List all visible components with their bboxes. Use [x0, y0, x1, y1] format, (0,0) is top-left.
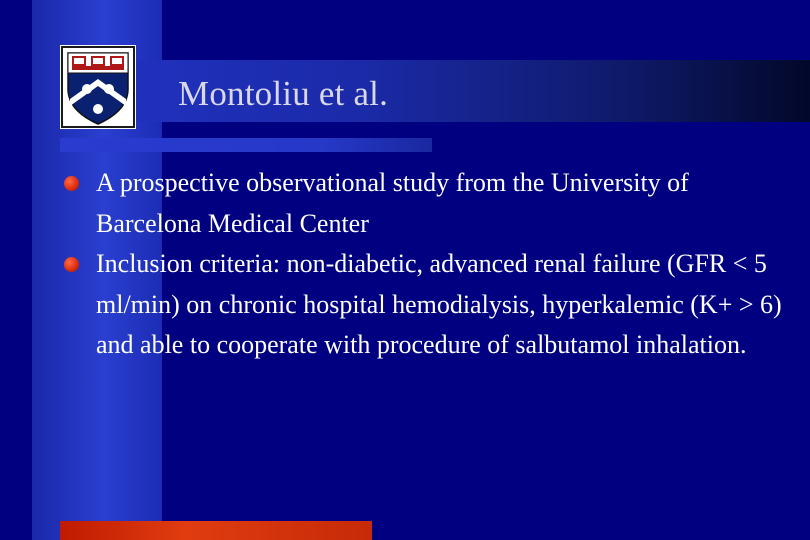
shield-icon — [60, 45, 136, 129]
bullet-text: Inclusion criteria: non-diabetic, advanced renal failure (GFR < 5 ml/min) on chronic hospital hemodialysis, hyperkalemic (K+ > 6) and able to cooperate with procedure of salbutamol inhalation. — [96, 249, 782, 359]
bullet-list — [62, 163, 782, 366]
bullet-dot-icon — [64, 176, 79, 191]
slide-title: Montoliu et al. — [178, 74, 389, 113]
decorative-underline-bar — [60, 138, 432, 152]
university-shield-logo — [60, 45, 136, 129]
bullet-item — [62, 244, 782, 366]
decorative-bottom-bar — [60, 521, 372, 540]
bullet-item — [62, 163, 782, 244]
decorative-title-bar — [60, 60, 810, 122]
bullet-text: A prospective observational study from the University of Barcelona Medical Center — [96, 168, 689, 238]
bullet-dot-icon — [64, 257, 79, 272]
